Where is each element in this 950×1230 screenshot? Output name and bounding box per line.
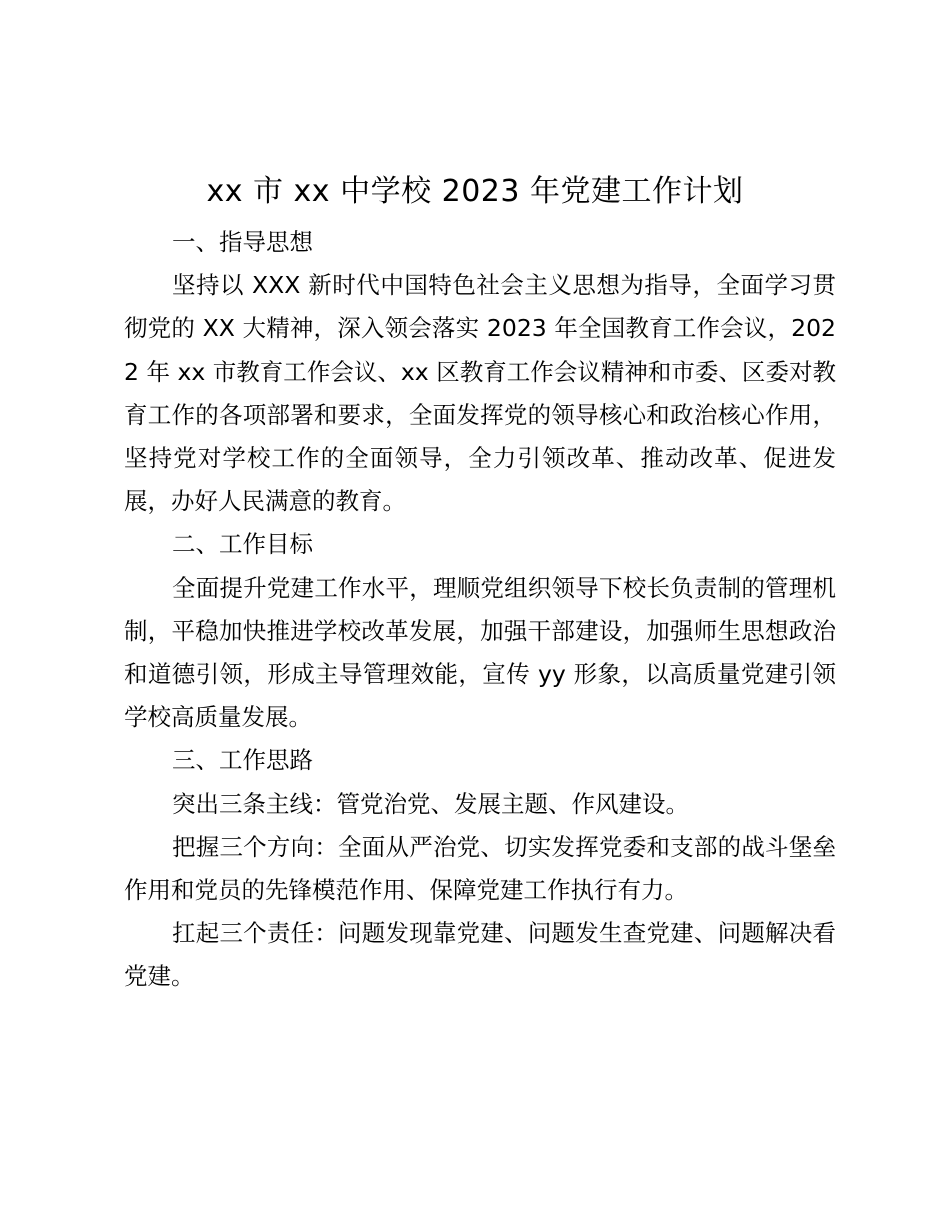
document-body <box>124 221 836 999</box>
paragraph-three-responsibilities: 扛起三个责任：问题发现靠党建、问题发生查党建、问题解决看党建。 <box>124 919 836 991</box>
section-heading-guiding-ideology: 一、指导思想 <box>172 228 313 256</box>
paragraph-three-directions: 把握三个方向：全面从严治党、切实发挥党委和支部的战斗堡垒作用和党员的先锋模范作用、保障党建工作执行有力。 <box>124 832 836 905</box>
paragraph-three-main-lines: 突出三条主线：管党治党、发展主题、作风建设。 <box>172 789 689 818</box>
section-heading-work-approach: 三、工作思路 <box>172 746 313 775</box>
section-heading-work-goals: 二、工作目标 <box>172 530 313 559</box>
paragraph-guiding-ideology: 坚持以 XXX 新时代中国特色社会主义思想为指导，全面学习贯彻党的 XX 大精神，深入领会落实 2023 年全国教育工作会议，2022 年 xx 市教育工作会议、xx 区教育工作会议精神和市委、区委对教育工作的各项部署和要求，全面发挥党的领导核心和政治核心作用，坚持党对学校工作的全面领导，全力引领改革、推动改革、促进发展，办好人民满意的教育。 <box>124 271 836 516</box>
paragraph-work-goals: 全面提升党建工作水平，理顺党组织领导下校长负责制的管理机制，平稳加快推进学校改革发展，加强干部建设，加强师生思想政治和道德引领，形成主导管理效能，宣传 yy 形象，以高质量党建引领学校高质量发展。 <box>124 573 836 732</box>
document-title: xx 市 xx 中学校 2023 年党建工作计划 <box>206 174 744 209</box>
